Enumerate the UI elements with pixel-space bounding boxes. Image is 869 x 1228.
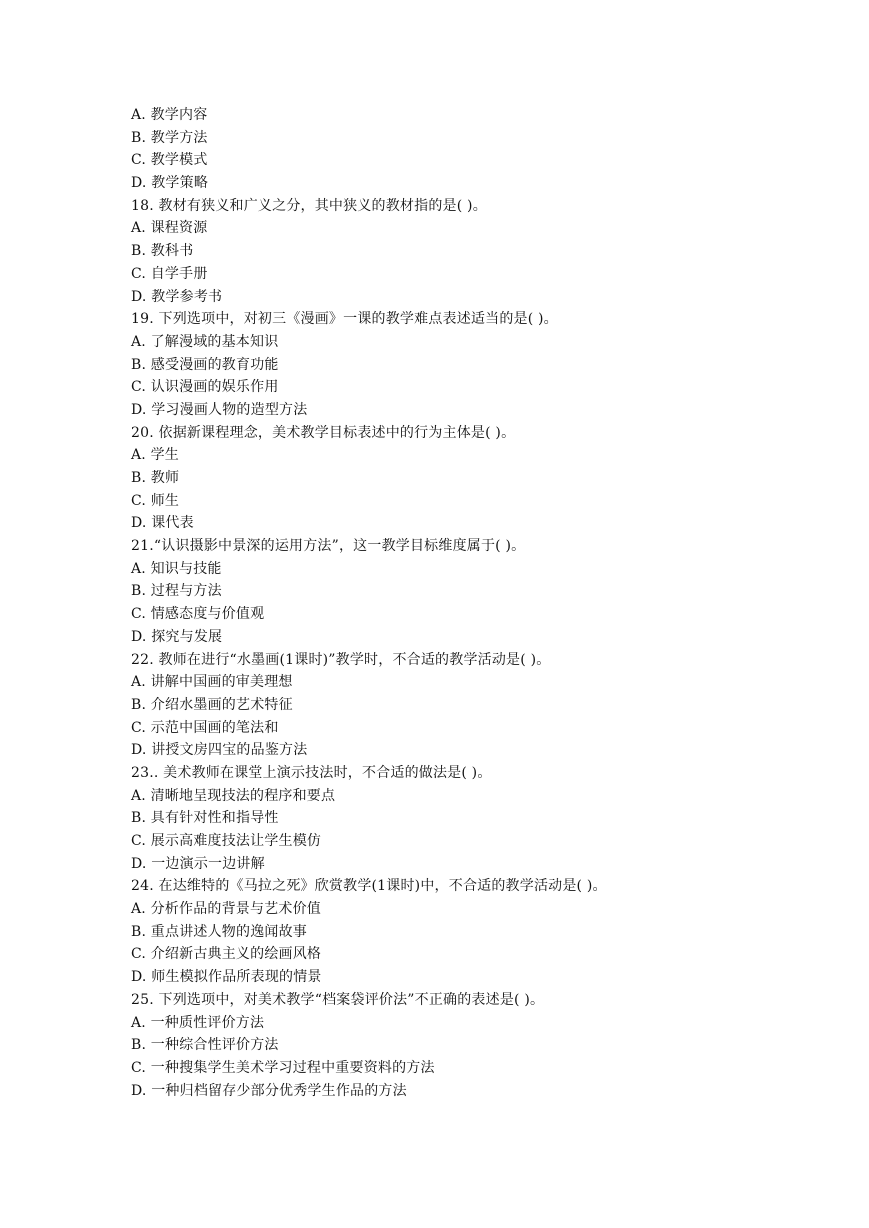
answer-option: A. 知识与技能 xyxy=(131,560,222,577)
answer-option: C. 示范中国画的笔法和 xyxy=(131,719,279,736)
answer-option: B. 感受漫画的教育功能 xyxy=(131,356,279,373)
question-stem: 21.“认识摄影中景深的运用方法”，这一教学目标维度属于( )。 xyxy=(131,538,526,555)
answer-option: D. 一种归档留存少部分优秀学生作品的方法 xyxy=(131,1082,407,1099)
answer-option: B. 教师 xyxy=(131,470,180,486)
answer-option: A. 一种质性评价方法 xyxy=(131,1014,265,1031)
answer-option: C. 展示高难度技法让学生模仿 xyxy=(131,833,322,849)
answer-option: A. 清晰地呈现技法的程序和要点 xyxy=(131,787,336,804)
question-stem: 20. 依据新课程理念，美术教学目标表述中的行为主体是( )。 xyxy=(131,424,516,441)
answer-option: D. 师生模拟作品所表现的情景 xyxy=(131,969,322,986)
answer-option: A. 了解漫域的基本知识 xyxy=(131,333,279,350)
answer-option: C. 师生 xyxy=(131,492,180,509)
answer-option: C. 情感态度与价值观 xyxy=(131,606,265,623)
answer-option: D. 探究与发展 xyxy=(131,628,223,645)
answer-option: D. 课代表 xyxy=(131,515,194,532)
exam-question-list xyxy=(131,104,831,1102)
question-stem: 19. 下列选项中，对初三《漫画》一课的教学难点表述适当的是( )。 xyxy=(131,311,558,328)
answer-option: A. 课程资源 xyxy=(131,220,208,237)
answer-option: D. 教学参考书 xyxy=(131,288,223,305)
answer-option: B. 一种综合性评价方法 xyxy=(131,1037,279,1054)
answer-option: A. 讲解中国画的审美理想 xyxy=(131,674,293,691)
answer-option: C. 自学手册 xyxy=(131,265,208,282)
question-stem: 23.. 美术教师在课堂上演示技法时，不合适的做法是( )。 xyxy=(131,764,492,781)
answer-option: A. 分析作品的背景与艺术价值 xyxy=(131,901,322,918)
answer-option: C. 介绍新古典主义的绘画风格 xyxy=(131,946,322,963)
answer-option: D. 学习漫画人物的造型方法 xyxy=(131,401,308,418)
answer-option: C. 教学模式 xyxy=(131,152,208,169)
answer-option: B. 介绍水墨画的艺术特征 xyxy=(131,696,293,713)
question-stem: 24. 在达维特的《马拉之死》欣赏教学(1课时)中，不合适的教学活动是( )。 xyxy=(131,878,607,895)
answer-option: D. 一边演示一边讲解 xyxy=(131,855,265,872)
answer-option: D. 教学策略 xyxy=(131,175,209,192)
question-stem: 25. 下列选项中，对美术教学“档案袋评价法”不正确的表述是( )。 xyxy=(131,991,545,1008)
answer-option: B. 过程与方法 xyxy=(131,583,222,600)
answer-option: B. 教学方法 xyxy=(131,129,208,146)
answer-option: D. 讲授文房四宝的品鉴方法 xyxy=(131,742,308,759)
answer-option: A. 教学内容 xyxy=(131,107,208,123)
question-stem: 18. 教材有狭义和广义之分，其中狭义的教材指的是( )。 xyxy=(131,197,487,214)
answer-option: B. 具有针对性和指导性 xyxy=(131,810,279,827)
answer-option: A. 学生 xyxy=(131,447,180,464)
answer-option: B. 教科书 xyxy=(131,243,194,260)
question-stem: 22. 教师在进行“水墨画(1课时)”教学时，不合适的教学活动是( )。 xyxy=(131,651,551,668)
answer-option: C. 一种搜集学生美术学习过程中重要资料的方法 xyxy=(131,1059,435,1076)
answer-option: B. 重点讲述人物的逸闻故事 xyxy=(131,923,307,940)
answer-option: C. 认识漫画的娱乐作用 xyxy=(131,379,279,396)
